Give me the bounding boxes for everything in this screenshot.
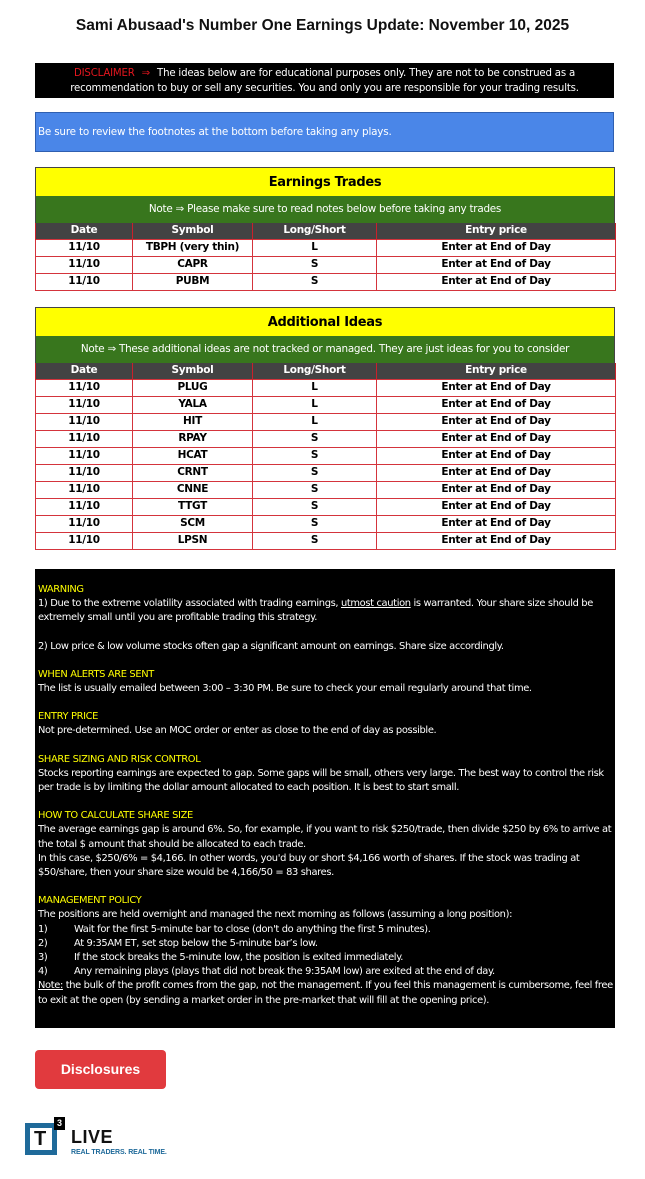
- table-row: [36, 498, 616, 515]
- management-intro: The positions are held overnight and managed the next morning as follows (assuming a long position):: [38, 909, 513, 921]
- long-short-cell: S: [253, 430, 377, 447]
- alerts-body: The list is usually emailed between 3:00 – 3:30 PM. Be sure to check your email regularly around that time.: [38, 683, 532, 695]
- earnings-trades-note: Note ⇒ Please make sure to read notes below before taking any trades: [35, 196, 615, 223]
- footnote-banner: Be sure to review the footnotes at the bottom before taking any plays.: [35, 112, 614, 152]
- logo-t-letter: T: [34, 1128, 47, 1150]
- column-header-date: Date: [36, 363, 133, 379]
- long-short-cell: L: [253, 413, 377, 430]
- warning-text: 1) Due to the extreme volatility associated with trading earnings,: [38, 598, 341, 610]
- long-short-cell: S: [253, 256, 377, 273]
- table-row: [36, 481, 616, 498]
- additional-ideas-table: [35, 363, 616, 550]
- disclosures-button[interactable]: Disclosures: [35, 1050, 166, 1089]
- step-number: 4): [38, 966, 48, 978]
- table-row: [36, 413, 616, 430]
- management-step: [38, 937, 615, 951]
- entry-price-cell: Enter at End of Day: [377, 498, 616, 515]
- entry-price-cell: Enter at End of Day: [377, 447, 616, 464]
- date-cell: 11/10: [36, 396, 133, 413]
- entry-price-cell: Enter at End of Day: [377, 396, 616, 413]
- symbol-cell: CNNE: [133, 481, 253, 498]
- earnings-trades-title: Earnings Trades: [35, 167, 615, 196]
- note-label: Note:: [38, 980, 63, 992]
- warning-heading: WARNING: [38, 584, 84, 595]
- management-heading: MANAGEMENT POLICY: [38, 895, 142, 907]
- page-title: Sami Abusaad's Number One Earnings Update: November 10, 2025: [75, 17, 570, 34]
- table-row: [36, 447, 616, 464]
- symbol-cell: PLUG: [133, 379, 253, 396]
- symbol-cell: TTGT: [133, 498, 253, 515]
- entry-price-cell: Enter at End of Day: [377, 239, 616, 256]
- date-cell: 11/10: [36, 413, 133, 430]
- long-short-cell: S: [253, 515, 377, 532]
- management-step: [38, 923, 615, 937]
- date-cell: 11/10: [36, 532, 133, 549]
- footnotes-box: [35, 569, 615, 1028]
- column-header-symbol: Symbol: [133, 363, 253, 379]
- symbol-cell: YALA: [133, 396, 253, 413]
- calc-body-1: The average earnings gap is around 6%. So, for example, if you want to risk $250/trade, then divide $250 by 6% to arrive at the total $ amount that should be allocated to each trade.: [38, 824, 612, 850]
- disclaimer-text-1: The ideas below are for educational purposes only. They are not to be construed as a: [157, 68, 576, 79]
- warning-point-2: 2) Low price & low volume stocks often gap a significant amount on earnings. Share size accordingly.: [38, 640, 504, 652]
- table-row: [36, 396, 616, 413]
- arrow-right-icon: ⇒: [141, 68, 150, 79]
- date-cell: 11/10: [36, 515, 133, 532]
- symbol-cell: HCAT: [133, 447, 253, 464]
- date-cell: 11/10: [36, 239, 133, 256]
- table-row: [36, 239, 616, 256]
- earnings-trades-table: [35, 223, 616, 291]
- management-step: [38, 951, 615, 965]
- column-header-long-short: Long/Short: [253, 223, 377, 239]
- logo-name: LIVE: [71, 1127, 114, 1147]
- entry-body: Not pre-determined. Use an MOC order or enter as close to the end of day as possible.: [38, 725, 437, 737]
- disclaimer-text-2: recommendation to buy or sell any securities. You and only you are responsible for your trading results.: [70, 83, 579, 94]
- column-header-symbol: Symbol: [133, 223, 253, 239]
- long-short-cell: S: [253, 464, 377, 481]
- step-text: Any remaining plays (plays that did not break the 9:35AM low) are exited at the end of day.: [74, 966, 495, 978]
- additional-ideas-note: Note ⇒ These additional ideas are not tracked or managed. They are just ideas for you to consider: [35, 336, 615, 363]
- entry-price-cell: Enter at End of Day: [377, 430, 616, 447]
- long-short-cell: L: [253, 379, 377, 396]
- table-header-row: [36, 223, 616, 239]
- note-text: the bulk of the profit comes from the gap, not the management. If you feel this management is cumbersome, feel free to exit at the open (by sending a market order in the pre-market that will fill at the opening price).: [38, 980, 613, 1006]
- logo-tagline: REAL TRADERS. REAL TIME.: [71, 1149, 167, 1156]
- symbol-cell: SCM: [133, 515, 253, 532]
- date-cell: 11/10: [36, 430, 133, 447]
- step-text: If the stock breaks the 5-minute low, the position is exited immediately.: [74, 952, 404, 964]
- symbol-cell: PUBM: [133, 273, 253, 290]
- entry-price-cell: Enter at End of Day: [377, 532, 616, 549]
- date-cell: 11/10: [36, 498, 133, 515]
- table-row: [36, 273, 616, 290]
- warning-point-1: [38, 597, 615, 625]
- long-short-cell: L: [253, 239, 377, 256]
- entry-heading: ENTRY PRICE: [38, 711, 99, 723]
- management-note: [38, 979, 615, 1007]
- column-header-entry-price: Entry price: [377, 363, 616, 379]
- symbol-cell: HIT: [133, 413, 253, 430]
- disclaimer-line-1: [35, 66, 614, 81]
- column-header-entry-price: Entry price: [377, 223, 616, 239]
- long-short-cell: L: [253, 396, 377, 413]
- column-header-long-short: Long/Short: [253, 363, 377, 379]
- entry-price-cell: Enter at End of Day: [377, 379, 616, 396]
- disclaimer-box: [35, 63, 614, 98]
- date-cell: 11/10: [36, 256, 133, 273]
- table-row: [36, 532, 616, 549]
- table-header-row: [36, 363, 616, 379]
- entry-price-cell: Enter at End of Day: [377, 413, 616, 430]
- additional-ideas-section: [35, 307, 615, 550]
- symbol-cell: LPSN: [133, 532, 253, 549]
- warning-text: is warranted. Your share size should be extremely small until you are profitable trading this strategy.: [38, 598, 593, 624]
- long-short-cell: S: [253, 481, 377, 498]
- logo-superscript: 3: [54, 1117, 65, 1130]
- step-number: 2): [38, 937, 48, 949]
- table-row: [36, 515, 616, 532]
- symbol-cell: CAPR: [133, 256, 253, 273]
- long-short-cell: S: [253, 532, 377, 549]
- table-row: [36, 430, 616, 447]
- utmost-caution-text: utmost caution: [340, 598, 411, 610]
- entry-price-cell: Enter at End of Day: [377, 515, 616, 532]
- table-row: [36, 379, 616, 396]
- t3live-logo[interactable]: [25, 1117, 175, 1161]
- date-cell: 11/10: [36, 273, 133, 290]
- step-text: Wait for the first 5-minute bar to close (don't do anything the first 5 minutes).: [74, 923, 431, 935]
- symbol-cell: TBPH (very thin): [133, 239, 253, 256]
- entry-price-cell: Enter at End of Day: [377, 464, 616, 481]
- step-number: 3): [38, 952, 48, 964]
- sizing-body: Stocks reporting earnings are expected to gap. Some gaps will be small, others very large. The best way to control the risk per trade is by limiting the dollar amount allocated to each position. It is best to start small.: [38, 767, 604, 794]
- step-text: At 9:35AM ET, set stop below the 5-minute bar’s low.: [74, 937, 318, 949]
- long-short-cell: S: [253, 273, 377, 290]
- disclaimer-label: DISCLAIMER: [73, 68, 135, 79]
- long-short-cell: S: [253, 498, 377, 515]
- column-header-date: Date: [36, 223, 133, 239]
- date-cell: 11/10: [36, 464, 133, 481]
- calc-body-2: In this case, $250/6% = $4,166. In other words, you'd buy or short $4,166 worth of shares. If the stock was trading at $50/share, then your share size would be 4,166/50 = 83 shares.: [38, 852, 580, 879]
- calc-heading: HOW TO CALCULATE SHARE SIZE: [38, 810, 193, 822]
- date-cell: 11/10: [36, 447, 133, 464]
- sizing-heading: SHARE SIZING AND RISK CONTROL: [38, 753, 201, 765]
- date-cell: 11/10: [36, 379, 133, 396]
- entry-price-cell: Enter at End of Day: [377, 481, 616, 498]
- entry-price-cell: Enter at End of Day: [377, 273, 616, 290]
- date-cell: 11/10: [36, 481, 133, 498]
- long-short-cell: S: [253, 447, 377, 464]
- symbol-cell: RPAY: [133, 430, 253, 447]
- step-number: 1): [38, 923, 48, 935]
- table-row: [36, 256, 616, 273]
- entry-price-cell: Enter at End of Day: [377, 256, 616, 273]
- symbol-cell: CRNT: [133, 464, 253, 481]
- earnings-trades-section: [35, 167, 615, 291]
- alerts-heading: WHEN ALERTS ARE SENT: [38, 668, 154, 680]
- additional-ideas-title: Additional Ideas: [35, 307, 615, 336]
- management-step: [38, 965, 615, 979]
- table-row: [36, 464, 616, 481]
